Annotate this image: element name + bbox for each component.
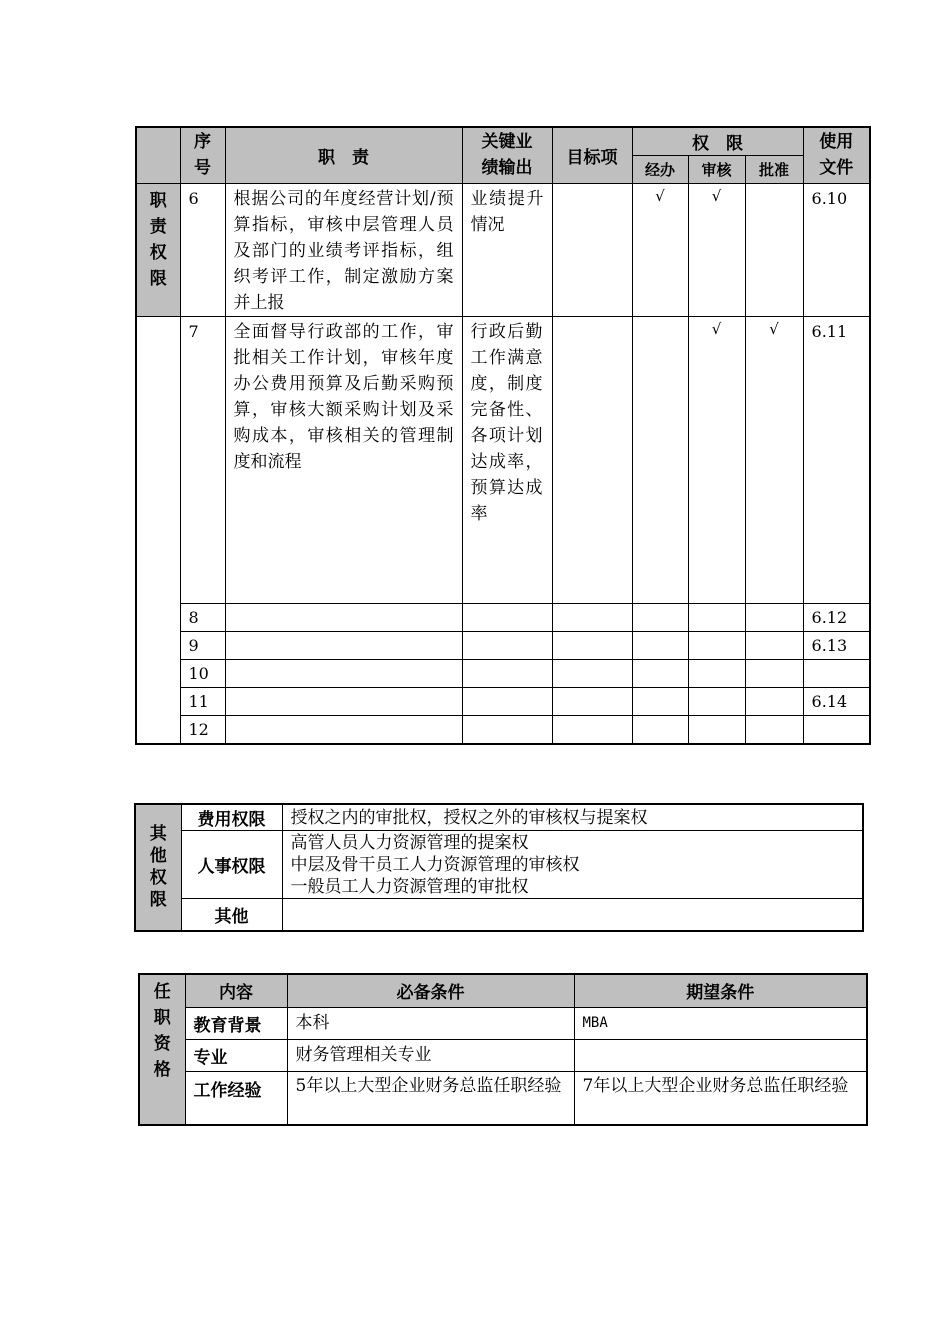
row-approve-check: √ — [745, 316, 803, 603]
row-approve-check — [745, 715, 803, 744]
row-duty — [225, 631, 462, 659]
row-target — [552, 183, 632, 316]
row-handle-check — [632, 687, 688, 715]
row-seq: 12 — [180, 715, 225, 744]
row-duty: 根据公司的年度经营计划/预算指标，审核中层管理人员及部门的业绩考评指标，组织考评工作，制定激励方案并上报 — [225, 183, 462, 316]
major-required: 财务管理相关专业 — [287, 1039, 574, 1071]
personnel-line: 一般员工人力资源管理的审批权 — [290, 876, 529, 897]
side-label-other: 其他权限 — [135, 804, 181, 931]
row-target — [552, 603, 632, 631]
row-kpi: 行政后勤工作满意度，制度完备性、各项计划达成率，预算达成率 — [462, 316, 552, 603]
row-duty — [225, 715, 462, 744]
personnel-line: 高管人员人力资源管理的提案权 — [290, 832, 529, 853]
other-authority-table — [134, 803, 864, 932]
header-kpi: 关键业 绩输出 — [462, 127, 552, 183]
row-doc: 6.13 — [803, 631, 870, 659]
row-handle-check — [632, 659, 688, 687]
label-other: 其他 — [181, 899, 282, 931]
qualification-table — [138, 973, 868, 1126]
row-duty — [225, 687, 462, 715]
row-approve-check — [745, 631, 803, 659]
header-authority: 权 限 — [632, 127, 803, 155]
row-kpi — [462, 631, 552, 659]
row-review-check — [688, 715, 745, 744]
row-seq: 11 — [180, 687, 225, 715]
row-target — [552, 687, 632, 715]
row-target — [552, 715, 632, 744]
header-duty: 职 责 — [225, 127, 462, 183]
other-text — [282, 899, 863, 931]
row-doc: 6.10 — [803, 183, 870, 316]
label-experience: 工作经验 — [185, 1071, 287, 1125]
row-handle-check — [632, 316, 688, 603]
row-approve-check — [745, 183, 803, 316]
row-seq: 8 — [180, 603, 225, 631]
row-kpi — [462, 687, 552, 715]
header-docs: 使用 文件 — [803, 127, 870, 183]
row-approve-check — [745, 659, 803, 687]
row-approve-check — [745, 603, 803, 631]
row-duty — [225, 603, 462, 631]
side-empty — [136, 316, 180, 744]
label-expense-authority: 费用权限 — [181, 804, 282, 831]
header-target: 目标项 — [552, 127, 632, 183]
row-target — [552, 631, 632, 659]
row-review-check — [688, 659, 745, 687]
row-handle-check — [632, 631, 688, 659]
row-duty: 全面督导行政部的工作，审批相关工作计划，审核年度办公费用预算及后勤采购预算，审核大额采购计划及采购成本，审核相关的管理制度和流程 — [225, 316, 462, 603]
row-seq: 10 — [180, 659, 225, 687]
major-desired — [574, 1039, 867, 1071]
label-personnel-authority: 人事权限 — [181, 831, 282, 899]
row-seq: 6 — [180, 183, 225, 316]
row-review-check — [688, 603, 745, 631]
header-review: 审核 — [688, 155, 745, 183]
expense-authority-text: 授权之内的审批权，授权之外的审核权与提案权 — [282, 804, 863, 831]
header-handle: 经办 — [632, 155, 688, 183]
row-kpi — [462, 659, 552, 687]
header-desired: 期望条件 — [574, 974, 867, 1007]
row-doc: 6.11 — [803, 316, 870, 603]
row-approve-check — [745, 687, 803, 715]
row-review-check — [688, 687, 745, 715]
label-education: 教育背景 — [185, 1007, 287, 1039]
row-seq: 9 — [180, 631, 225, 659]
row-review-check — [688, 631, 745, 659]
corner-cell — [136, 127, 180, 183]
row-duty — [225, 659, 462, 687]
row-kpi — [462, 603, 552, 631]
side-label-qualification: 任职资格 — [139, 974, 185, 1125]
row-target — [552, 316, 632, 603]
side-label-duties: 职责权限 — [136, 183, 180, 316]
row-doc: 6.12 — [803, 603, 870, 631]
row-review-check: √ — [688, 316, 745, 603]
row-kpi — [462, 715, 552, 744]
duties-table — [135, 126, 871, 745]
row-handle-check: √ — [632, 183, 688, 316]
row-doc — [803, 715, 870, 744]
row-kpi: 业绩提升情况 — [462, 183, 552, 316]
row-review-check: √ — [688, 183, 745, 316]
experience-required: 5年以上大型企业财务总监任职经验 — [287, 1071, 574, 1125]
education-desired: MBA — [574, 1007, 867, 1039]
row-doc — [803, 659, 870, 687]
personnel-authority-text — [282, 831, 863, 899]
row-doc: 6.14 — [803, 687, 870, 715]
header-required: 必备条件 — [287, 974, 574, 1007]
personnel-line: 中层及骨干员工人力资源管理的审核权 — [290, 854, 580, 875]
header-seq: 序 号 — [180, 127, 225, 183]
experience-desired: 7年以上大型企业财务总监任职经验 — [574, 1071, 867, 1125]
education-required: 本科 — [287, 1007, 574, 1039]
row-seq: 7 — [180, 316, 225, 603]
row-handle-check — [632, 715, 688, 744]
header-approve: 批准 — [745, 155, 803, 183]
row-handle-check — [632, 603, 688, 631]
row-target — [552, 659, 632, 687]
label-major: 专业 — [185, 1039, 287, 1071]
header-content: 内容 — [185, 974, 287, 1007]
